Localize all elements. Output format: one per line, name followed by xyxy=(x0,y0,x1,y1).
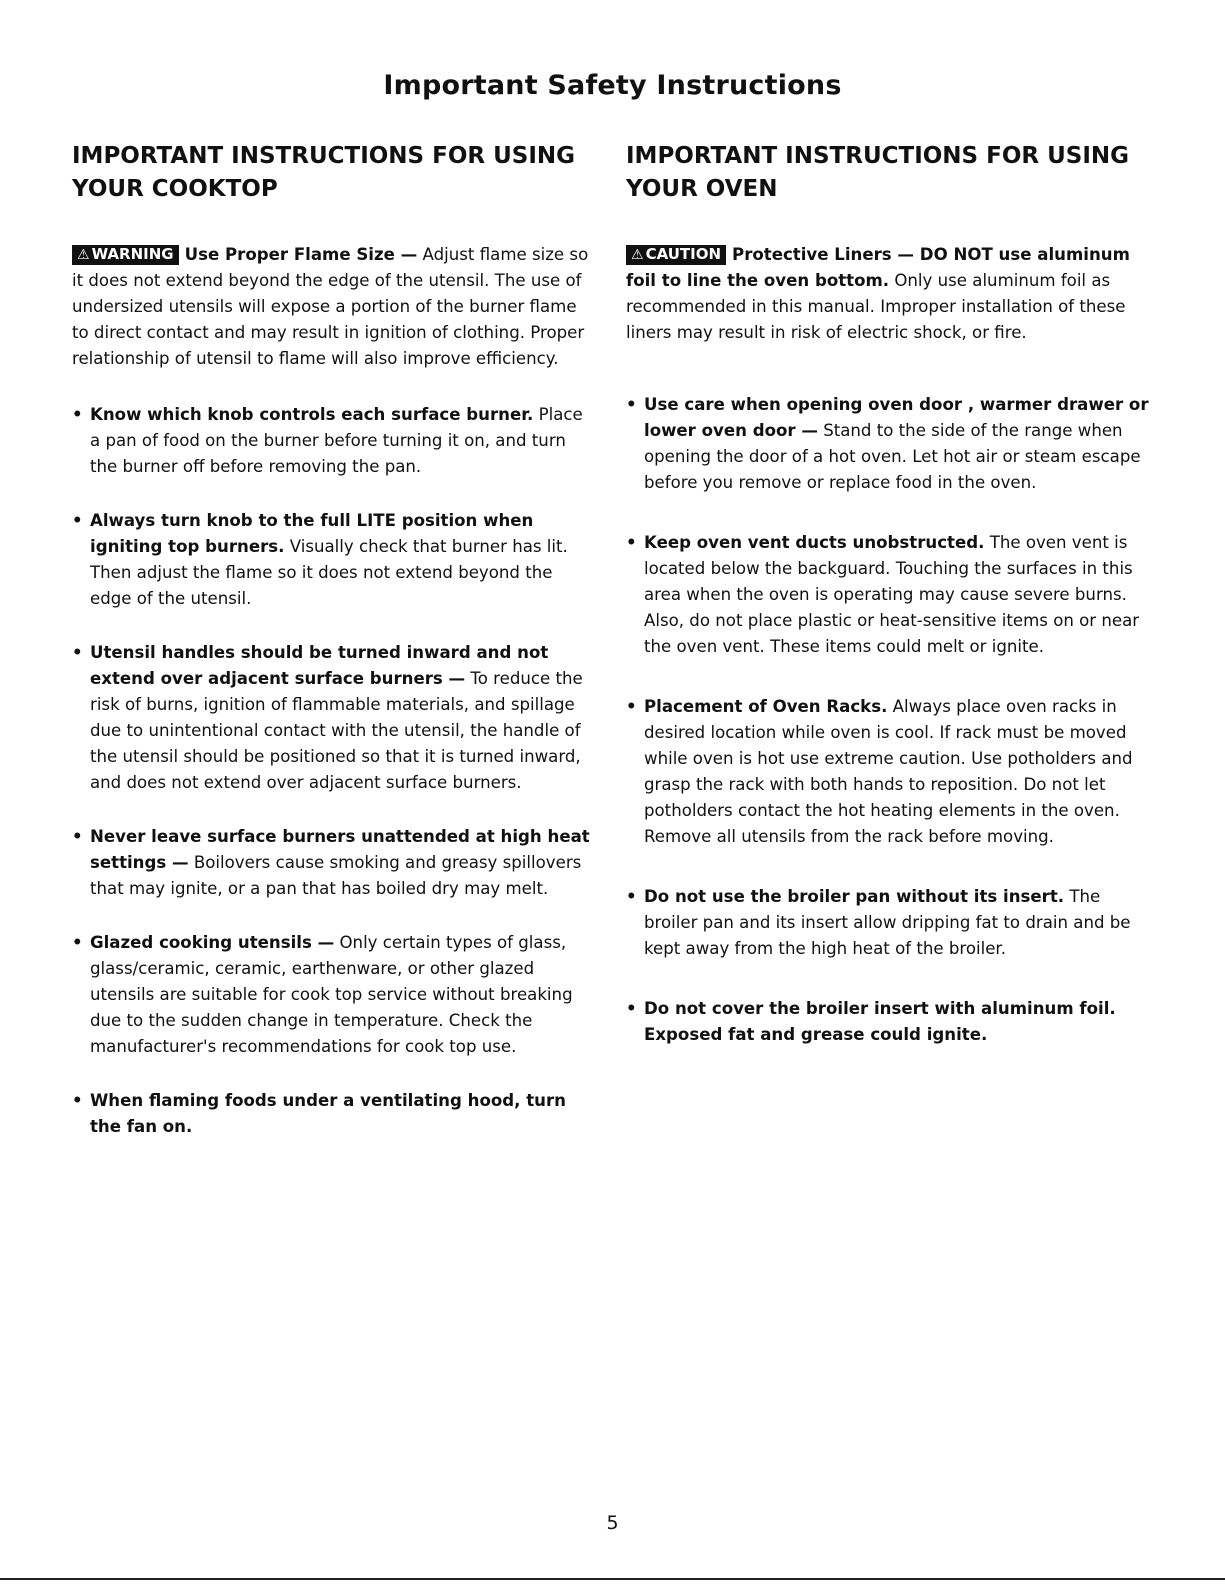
cooktop-bullet-2 xyxy=(72,508,592,612)
bullet-dot: • xyxy=(72,1091,83,1110)
bullet-text: Only certain types of glass, glass/ceramic, ceramic, earthenware, or other glazed utensils are suitable for cook top service without breaking due to the sudden change in temperature. Check the manufacturer's recommendations for cook top use. xyxy=(90,933,573,1056)
bullet-lead: Placement of Oven Racks. xyxy=(644,697,888,716)
bullet-text: Boilovers cause smoking and greasy spillovers that may ignite, or a pan that has boiled dry may melt. xyxy=(90,853,582,898)
page-number: 5 xyxy=(606,1512,619,1534)
warning-triangle-icon: ⚠ xyxy=(631,247,644,263)
intro-lead: Use Proper Flame Size — xyxy=(184,245,418,264)
bullet-lead: Know which knob controls each surface burner. xyxy=(90,405,534,424)
bullet-lead: Do not use the broiler pan without its insert. xyxy=(644,887,1065,906)
bullet-text: Visually check that burner has lit. Then adjust the flame so it does not extend beyond the edge of the utensil. xyxy=(90,537,568,608)
bullet-lead: When flaming foods under a ventilating hood, turn the fan on. xyxy=(90,1091,566,1136)
cooktop-bullet-4 xyxy=(72,824,592,902)
cooktop-heading: IMPORTANT INSTRUCTIONS FOR USING YOUR COOKTOP xyxy=(72,143,576,202)
oven-bullet-5 xyxy=(626,996,1151,1048)
bullet-lead: Never leave surface burners unattended at high heat settings — xyxy=(90,827,590,872)
bullet-dot: • xyxy=(626,395,637,414)
bullet-dot: • xyxy=(626,999,637,1018)
bullet-dot: • xyxy=(72,933,83,952)
bullet-lead: Use care when opening oven door , warmer drawer or lower oven door — xyxy=(644,395,1149,440)
bullet-text: Stand to the side of the range when opening the door of a hot oven. Let hot air or steam escape before you remove or replace food in the oven. xyxy=(644,421,1141,492)
cooktop-warning-paragraph xyxy=(72,242,592,372)
intro-text: Adjust flame size so it does not extend beyond the edge of the utensil. The use of undersized utensils will expose a portion of the burner flame to direct contact and may result in ignition of clothing. Proper relationship of utensil to flame will also improve efficiency. xyxy=(72,245,589,368)
oven-caution-paragraph xyxy=(626,242,1151,346)
cooktop-bullet-6 xyxy=(72,1088,592,1140)
bullet-text: The oven vent is located below the backguard. Touching the surfaces in this area when the oven is operating may cause severe burns. Also, do not place plastic or heat-sensitive items on or near the oven vent. These items could melt or ignite. xyxy=(644,533,1140,656)
bullet-lead: Glazed cooking utensils — xyxy=(90,933,335,952)
oven-bullet-3 xyxy=(626,694,1151,850)
bullet-lead: Keep oven vent ducts unobstructed. xyxy=(644,533,985,552)
cooktop-bullet-3 xyxy=(72,640,592,796)
intro-text: Only use aluminum foil as recommended in this manual. Improper installation of these liners may result in risk of electric shock, or fire. xyxy=(626,271,1126,342)
bullet-dot: • xyxy=(72,405,83,424)
caution-badge-label: CAUTION xyxy=(645,245,722,263)
bullet-text: To reduce the risk of burns, ignition of flammable materials, and spillage due to unintentional contact with the utensil, the handle of the utensil should be positioned so that it is turned inward, and does not extend over adjacent surface burners. xyxy=(90,669,583,792)
bullet-dot: • xyxy=(72,511,83,530)
page-title: Important Safety Instructions xyxy=(383,70,842,101)
caution-badge xyxy=(626,245,726,265)
bullet-text: Place a pan of food on the burner before turning it on, and turn the burner off before removing the pan. xyxy=(90,405,583,476)
oven-bullet-2 xyxy=(626,530,1151,660)
oven-bullet-1 xyxy=(626,392,1151,496)
bullet-dot: • xyxy=(626,697,637,716)
bullet-lead: Always turn knob to the full LITE position when igniting top burners. xyxy=(90,511,534,556)
bullet-dot: • xyxy=(72,827,83,846)
bullet-dot: • xyxy=(626,887,637,906)
bullet-lead: Utensil handles should be turned inward and not extend over adjacent surface burners — xyxy=(90,643,549,688)
warning-badge xyxy=(72,245,179,265)
bullet-text: The broiler pan and its insert allow dripping fat to drain and be kept away from the high heat of the broiler. xyxy=(644,887,1131,958)
intro-lead: Protective Liners — DO NOT use aluminum foil to line the oven bottom. xyxy=(626,245,1130,290)
warning-triangle-icon: ⚠ xyxy=(77,247,90,263)
cooktop-column xyxy=(72,140,592,1168)
bullet-text: Always place oven racks in desired location while oven is cool. If rack must be moved while oven is hot use extreme caution. Use potholders and grasp the rack with both hands to reposition. Do not let potholders contact the hot heating elements in the oven. Remove all utensils from the rack before moving. xyxy=(644,697,1133,846)
bullet-lead: Do not cover the broiler insert with aluminum foil. Exposed fat and grease could ignite. xyxy=(644,999,1116,1044)
bullet-dot: • xyxy=(626,533,637,552)
cooktop-bullet-1 xyxy=(72,402,592,480)
cooktop-bullet-5 xyxy=(72,930,592,1060)
oven-bullet-4 xyxy=(626,884,1151,962)
oven-heading: IMPORTANT INSTRUCTIONS FOR USING YOUR OVEN xyxy=(626,143,1130,202)
warning-badge-label: WARNING xyxy=(91,245,174,263)
bottom-rule xyxy=(0,1578,1225,1580)
oven-column xyxy=(626,140,1151,1082)
bullet-dot: • xyxy=(72,643,83,662)
